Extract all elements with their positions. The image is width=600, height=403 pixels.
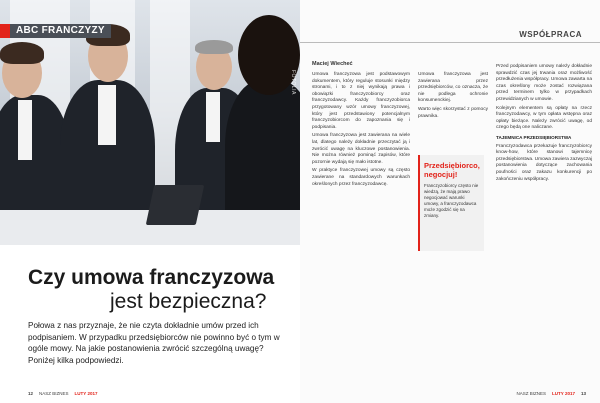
section-tag — [0, 24, 111, 38]
headline-line2: jest bezpieczna? — [110, 290, 267, 313]
paragraph: Umowa franczyzowa jest zawierana przez przedsiębiorców, co oznacza, że nie podlega ochronie konsumenckiej. — [418, 72, 488, 104]
paragraph: Kolejnym elementem są opłaty na rzecz franczyzodawcy, w tym opłata wstępna oraz opłaty bieżące. Należy zwrócić uwagę, od czego będą one naliczane. — [496, 105, 592, 131]
left-page-footer — [28, 391, 97, 396]
text-column-2 — [418, 72, 488, 122]
article-lead: Połowa z nas przyznaje, że nie czyta dokładnie umów przed ich podpisaniem. W przypadku przedsiębiorców nie powinno być o tym w ogóle mowy. Na jakie postanowienia zwrócić szczególną uwagę? Poniżej kilka podpowiedzi. — [28, 321, 280, 365]
paragraph: Umowa franczyzowa jest zawierana na wiele lat, dlatego należy dokładnie przeczytać ją i zwrócić uwagę na kluczowe postanowienia. Nie można również pominąć zapisów, które pozornie wydają się mało istotne. — [312, 133, 410, 165]
pull-quote-title: Przedsiębiorco, negocjuj! — [424, 161, 480, 179]
author-name: Maciej Wiecheć — [312, 61, 353, 67]
section-header: WSPÓŁPRACA — [519, 30, 582, 39]
section-tag-marker — [0, 24, 10, 38]
right-page-footer — [517, 391, 586, 396]
header-rule — [300, 42, 600, 43]
paragraph: Warto więc skorzystać z pomocy prawnika. — [418, 106, 488, 119]
footer-issue: LUTY 2017 — [552, 391, 575, 396]
photo-credit: FOTOLIA — [290, 70, 296, 95]
paragraph: Przed podpisaniem umowy należy dokładnie sprawdzić czas jej trwania oraz możliwość przedłużenia współpracy. Umowa zawarta na czas określony może zostać rozwiązana przed terminem tylko w przypadkach przewidzianych w umowie. — [496, 64, 592, 102]
laptop — [146, 185, 205, 225]
paragraph: Franczyzodawca przekazuje franczyzobiorcy know-how, które stanowi tajemnicę przedsiębiorstwa. Umowa zawiera zazwyczaj postanowienia dotyczące zachowania poufności oraz zakazu konkurencji po zakończeniu współpracy. — [496, 143, 592, 182]
section-tag-label: ABC FRANCZYZY — [10, 24, 111, 38]
paragraph: Umowa franczyzowa jest podstawowym dokumentem, który reguluje stosunki między stronami, i to z niej wynikają prawa i obowiązki franczyzobiorcy oraz franczyzodawcy. Każdy franczyzobiorca przygotowany wzór umowy franczyzowej, który jest przedstawiony potencjalnym franczyzobiorcom do zapoznania się i podpisania. — [312, 72, 410, 130]
article-headline — [28, 266, 290, 314]
footer-magazine: NASZ BIZNES — [39, 391, 69, 396]
pull-quote-box — [418, 155, 484, 251]
footer-issue: LUTY 2017 — [74, 391, 98, 396]
page-number: 13 — [580, 391, 586, 396]
right-page — [300, 0, 600, 403]
text-column-3 — [496, 64, 592, 185]
footer-magazine: NASZ BIZNES — [516, 391, 547, 396]
page-number: 12 — [28, 391, 34, 396]
headline-line1: Czy umowa franczyzowa — [28, 266, 275, 289]
subheading: TAJEMNICA PRZEDSIĘBIORSTWA — [496, 134, 572, 140]
paragraph: W praktyce franczyzowej umowy są często zawierane na standardowych warunkach określonych przez franczyzodawcę. — [312, 168, 410, 187]
text-column-1 — [312, 72, 410, 190]
pull-quote-text: Franczyzobiorcy często nie wiedzą, że mają prawo negocjować warunki umowy, a franczyzodawca może zgodzić się na zmiany. — [424, 183, 479, 218]
